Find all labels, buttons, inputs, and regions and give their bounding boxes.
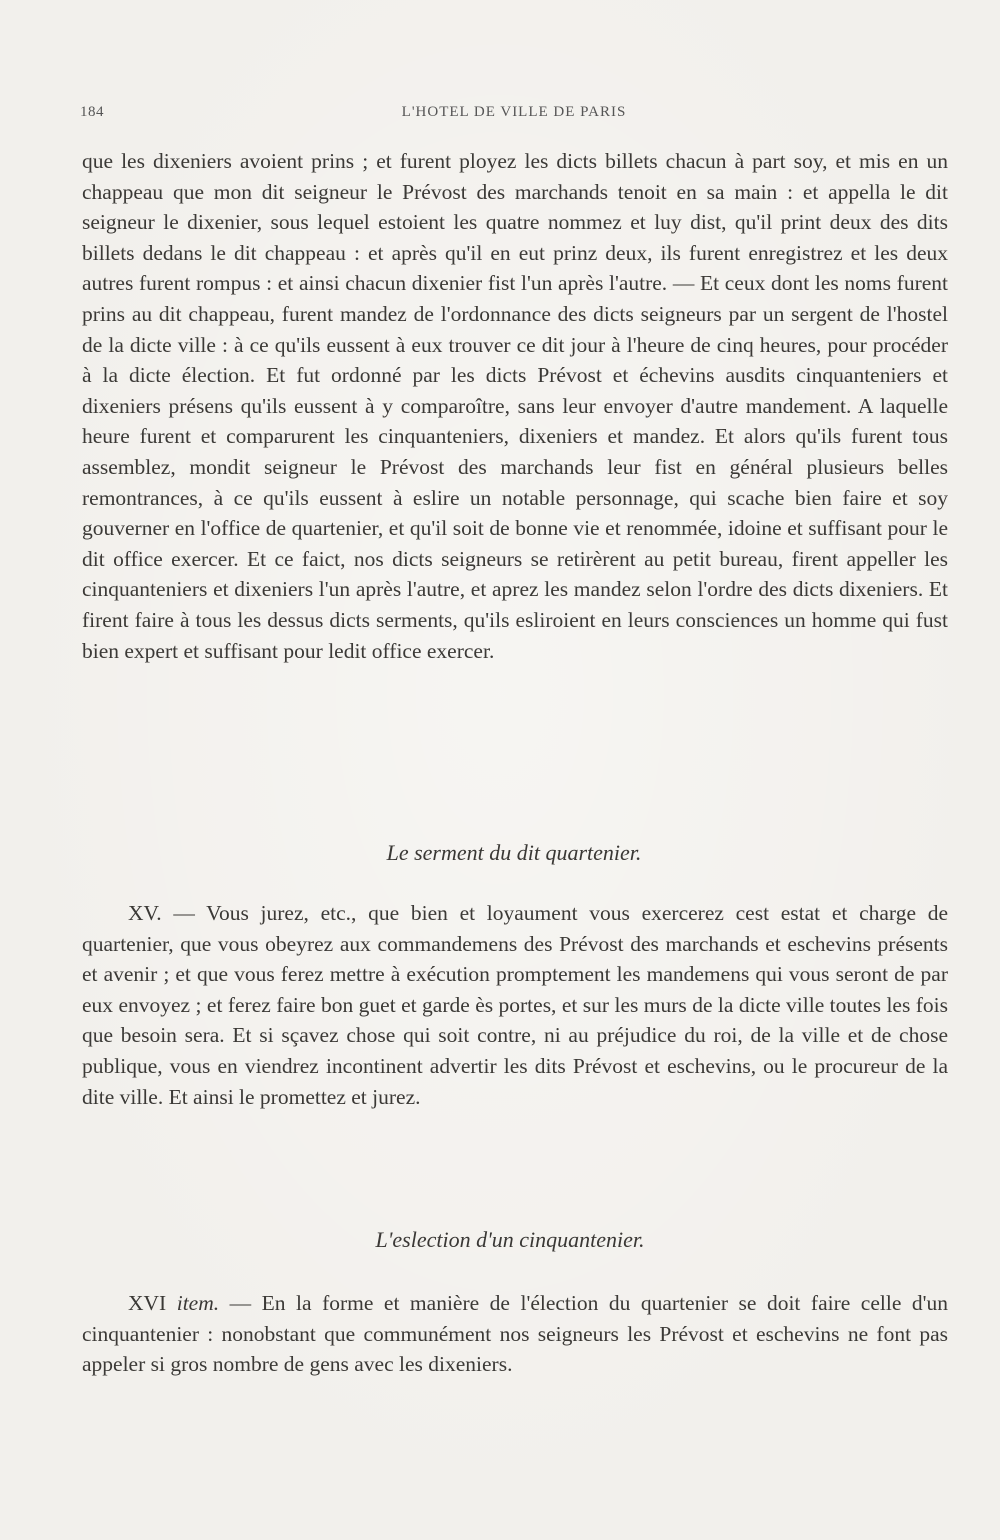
page-number: 184 — [80, 104, 104, 120]
text-block-cinquantenier — [82, 1288, 948, 1380]
paragraph-oath-xv: XV. — Vous jurez, etc., que bien et loyaument vous exercerez cest estat et charge de quartenier, que vous obeyrez aux commandemens des Prévost des marchands et eschevins présents et avenir ; et que vous ferez mettre à exécution promptement les mandemens qui vous seront de par eux envoyez ; et ferez faire bon guet et garde ès portes, et sur les murs de la dicte ville toutes les fois que besoin sera. Et si sçavez chose qui soit contre, ni au préjudice du roi, de la ville et de chose publique, vous en viendrez incontinent advertir les dits Prévost et eschevins, ou le procureur de la dite ville. Et ainsi le promettez et jurez. — [82, 901, 948, 1109]
section-heading-eslection: L'eslection d'un cinquantenier. — [375, 1227, 645, 1252]
running-header — [80, 104, 948, 126]
text-block-continuation — [82, 146, 948, 666]
text-block-serment — [82, 898, 948, 1112]
running-title: L'HOTEL DE VILLE DE PARIS — [401, 104, 627, 120]
paragraph-item-xvi — [82, 1288, 948, 1380]
section-heading-serment: Le serment du dit quartenier. — [386, 840, 642, 865]
article-number: XVI — [128, 1291, 177, 1315]
article-body: — En la forme et manière de l'élection du quartenier se doit faire celle d'un cinquantenier : nonobstant que communément nos seigneurs les Prévost et eschevins ne font pas appeler si gros nombre de gens avec les dixeniers. — [82, 1291, 948, 1377]
paragraph-election-procedure: que les dixeniers avoient prins ; et furent ployez les dicts billets chacun à part soy, et mis en un chappeau que mon dit seigneur le Prévost des marchands tenoit en sa main : et appella le dit seigneur le dixenier, sous lequel estoient les quatre nommez et luy dist, qu'il print deux des dits billets dedans le dit chappeau : et après qu'il en eut prinz deux, ils furent enregistrez et les deux autres furent rompus : et ainsi chacun dixenier fist l'un après l'autre. — Et ceux dont les noms furent prins au dit chappeau, furent mandez de l'ordonnance des dicts seigneurs par un sergent de l'hostel de la dicte ville : à ce qu'ils eussent à eux trouver ce dit jour à l'heure de cinq heures, pour procéder à la dicte élection. Et fut ordonné par les dicts Prévost et échevins ausdits cinquanteniers et dixeniers présens qu'ils eussent à y comparoître, sans leur envoyer d'autre mandement. A laquelle heure furent et comparurent les cinquanteniers, dixeniers et mandez. Et alors qu'ils furent tous assemblez, mondit seigneur le Prévost des marchands leur fist en général plusieurs belles remontrances, à ce qu'ils eussent à eslire un notable personnage, qui scache bien faire et soy gouverner en l'office de quartenier, et qu'il soit de bonne vie et renommée, idoine et suffisant pour le dit office exercer. Et ce faict, nos dicts seigneurs se retirèrent au petit bureau, firent appeller les cinquanteniers et dixeniers l'un après l'autre, et aprez les mandez selon l'ordre des dicts dixeniers. Et firent faire à tous les dessus dicts serments, qu'ils esliroient en leurs consciences un homme qui fust bien expert et suffisant pour ledit office exercer. — [82, 149, 948, 663]
item-word: item. — [176, 1291, 220, 1315]
